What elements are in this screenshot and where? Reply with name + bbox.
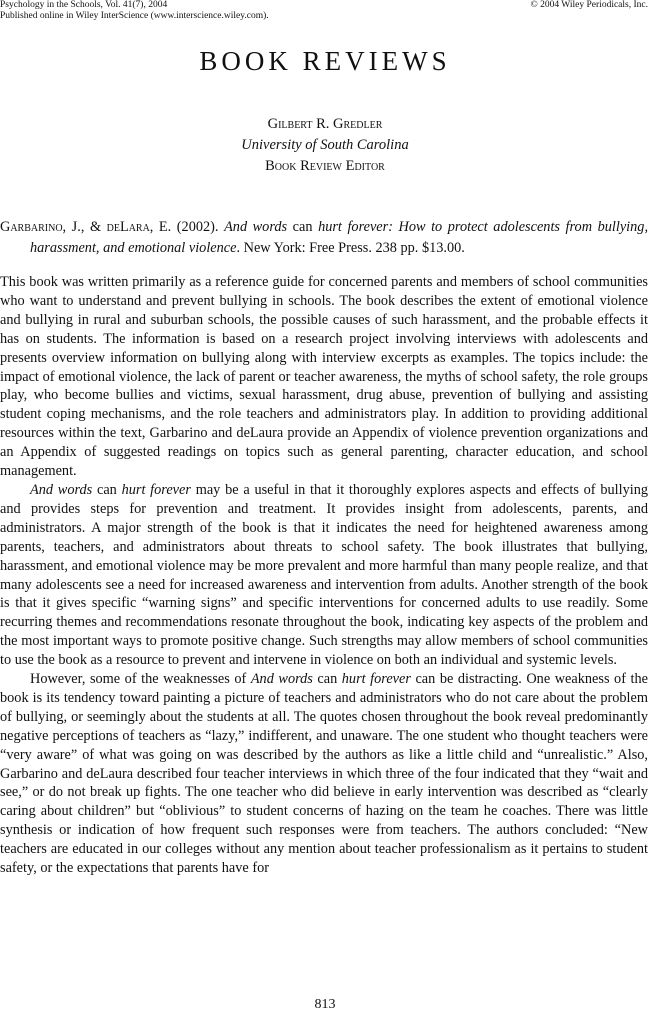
book-title-connector: can	[312, 671, 342, 688]
book-title-italic: hurt forever	[121, 481, 191, 498]
citation-authors: Garbarino, J., & deLara, E. (2002).	[0, 219, 219, 235]
paragraph-2	[0, 481, 648, 670]
book-title-italic: And words	[250, 671, 313, 688]
citation-title-b: can	[292, 219, 313, 235]
citation-publisher: . New York: Free Press. 238 pp. $13.00.	[236, 240, 465, 256]
publication-note-line: Published online in Wiley InterScience (www.interscience.wiley.com).	[0, 11, 269, 21]
editor-block	[0, 114, 650, 177]
paragraph-3-text: can be distracting. One weakness of the book is its tendency toward painting a picture of teachers and administrators who do not care about the problem of bullying, or seemingly about the students at all. The quotes chosen throughout the book reveal predominantly negative perceptions of teachers as “lazy,” indifferent, and unaware. The one student who thought teachers were “very aware” of what was going on was described by the authors as like a little child and “unrealistic.” Also, Garbarino and deLaura described four teacher interviews in which three of the four indicated that they “wait and see,” or do not break up fights. The one teacher who did believe in early intervention was described as “clearly caring about children” but “oblivious” to student concerns of hazing on the team he coaches. There was little synthesis or indication of how frequent such responses were from teachers. The authors concluded: “New teachers are educated in our colleges without any mention about teacher professionalism as it pertains to student safety, or the expectations that parents have for	[0, 671, 648, 877]
editor-affiliation: University of South Carolina	[241, 137, 409, 153]
journal-citation-line: Psychology in the Schools, Vol. 41(7), 2004	[0, 0, 168, 10]
page-number: 813	[314, 997, 336, 1012]
book-citation	[0, 217, 648, 259]
book-title-connector: can	[92, 481, 122, 498]
paragraph-3-lead: However, some of the weaknesses of	[30, 671, 251, 688]
editor-role: Book Review Editor	[265, 158, 385, 174]
book-title-italic: And words	[30, 481, 93, 498]
section-title: BOOK REVIEWS	[199, 46, 451, 76]
book-title-italic: hurt forever	[341, 671, 411, 688]
paragraph-1: This book was written primarily as a reference guide for concerned parents and members of school communities who want to understand and prevent bullying in schools. The book describes the extent of emotional violence and bullying in rural and suburban schools, the possible causes of such harassment, and the probable effects it has on students. The information is based on a research project involving interviews with adolescents and presents overview information on bullying along with interview excerpts as examples. The topics include: the impact of emotional violence, the lack of parent or teacher awareness, the myths of school safety, the role groups play, who become bullies and victims, sexual harassment, drug abuse, prevention of bullying and assisting student coping mechanisms, and the role teachers and administrators play. In addition to providing additional resources within the text, Garbarino and deLaura provide an Appendix of violence prevention organizations and an Appendix of suggested readings on topics such as general parenting, character education, and school management.	[0, 274, 648, 480]
review-body	[0, 273, 648, 878]
paragraph-3	[0, 670, 648, 878]
paragraph-2-text: may be a useful in that it thoroughly explores aspects and effects of bullying and provides steps for prevention and treatment. It provides insight from adolescents, parents, and administrators. A major strength of the book is that it indicates the need for heightened awareness among parents, teachers, and administrators about threats to school safety. The book illustrates that bullying, harassment, and emotional violence may be more prevalent and more harmful than many people realize, and that many adolescents see a need for increased awareness and intervention from adults. Another strength of the book is that it gives specific “warning signs” and specific interventions for concerned adults to use readily. Some recurring themes and recommendations resonate throughout the book, indicating key aspects of the problem and the most important ways to promote positive change. Such strengths may allow members of school communities to use the book as a resource to prevent and intervene in violence on both an individual and systemic levels.	[0, 481, 648, 669]
citation-title-c: hurt forever: How to protect adolescents from bullying, harassment, and emotional violence	[30, 219, 649, 256]
citation-title-a: And words	[224, 219, 288, 235]
editor-name: Gilbert R. Gredler	[267, 116, 383, 132]
copyright-notice: © 2004 Wiley Periodicals, Inc.	[530, 0, 648, 10]
running-header-left	[0, 0, 269, 22]
